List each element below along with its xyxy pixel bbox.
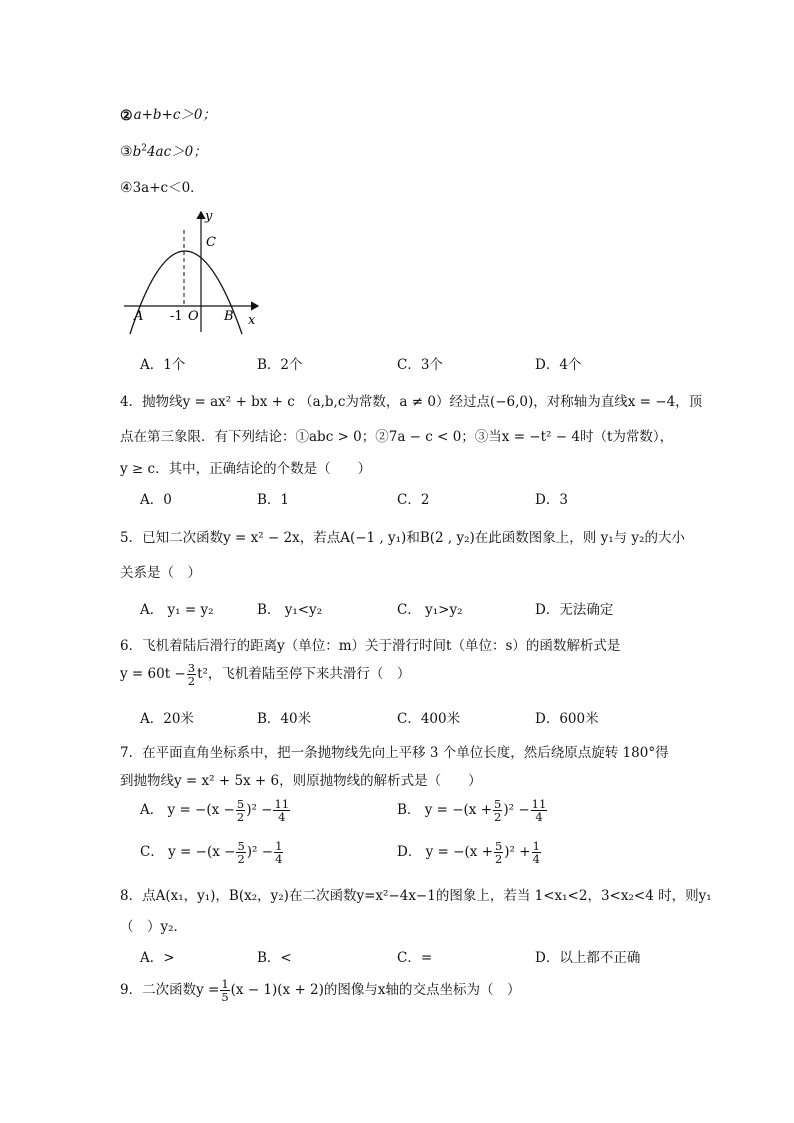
q6-line-2 xyxy=(120,662,410,687)
q8-option-b[interactable]: B．< xyxy=(257,950,292,966)
conclusion-3 xyxy=(120,140,207,160)
conclusion-3-pre: b xyxy=(132,144,142,160)
q6-option-b[interactable]: B．40米 xyxy=(257,711,312,727)
q8-option-d[interactable]: D．以上都不正确 xyxy=(535,950,641,966)
q4-option-d[interactable]: D．3 xyxy=(535,492,568,508)
q3-option-b[interactable]: B．2个 xyxy=(257,357,303,373)
q6-option-d[interactable]: D．600米 xyxy=(535,711,599,727)
point-b-label: B xyxy=(224,309,234,324)
q7-a-frac1-num: 5 xyxy=(236,797,245,811)
q7-option-c[interactable] xyxy=(140,840,284,865)
q7-b-frac2-num: 11 xyxy=(531,797,547,811)
q5-option-d[interactable]: D．无法确定 xyxy=(535,602,614,618)
conclusion-3-post: 4ac＞0； xyxy=(146,144,207,160)
q7-d-pre: D． y = −(x + xyxy=(397,844,493,860)
q4-option-b[interactable]: B．1 xyxy=(257,492,290,508)
q7-a-frac2-den: 4 xyxy=(278,810,286,824)
q7-option-b[interactable] xyxy=(397,798,548,823)
q9-pre: 9．二次函数y = xyxy=(120,982,220,998)
q3-option-d[interactable]: D．4个 xyxy=(535,357,582,373)
q7-b-frac1-den: 2 xyxy=(494,810,502,824)
q7-option-a[interactable] xyxy=(140,798,291,823)
q5-option-a[interactable]: A． y₁ = y₂ xyxy=(140,602,214,618)
q8-option-a[interactable]: A．> xyxy=(140,950,175,966)
q3-option-a[interactable]: A．1个 xyxy=(140,357,186,373)
q7-line-1: 7．在平面直角坐标系中，把一条抛物线先向上平移 3 个单位长度，然后绕原点旋转 180°得 xyxy=(120,745,669,761)
conclusion-4 xyxy=(120,176,204,196)
q4-option-a[interactable]: A．0 xyxy=(140,492,172,508)
q7-d-frac2-den: 4 xyxy=(532,852,540,866)
q7-a-pre: A． y = −(x − xyxy=(140,802,235,818)
parabola-graph xyxy=(118,206,278,336)
q5-option-b[interactable]: B． y₁<y₂ xyxy=(257,602,323,618)
q9-fraction xyxy=(220,978,229,1003)
q7-c-frac2 xyxy=(274,840,283,865)
q6-frac-den: 2 xyxy=(187,674,196,688)
q7-c-frac1 xyxy=(236,840,245,865)
q6-option-c[interactable]: C．400米 xyxy=(397,711,461,727)
q6-line-1: 6．飞机着陆后滑行的距离y（单位：m）关于滑行时间t（单位：s）的函数解析式是 xyxy=(120,638,621,654)
q7-b-frac2-den: 4 xyxy=(535,810,543,824)
q4-line-1: 4．抛物线y = ax² + bx + c （a,b,c为常数，a ≠ 0）经过点(−6,0)，对称轴为直线x = −4，顶 xyxy=(120,394,703,410)
conclusion-2 xyxy=(120,103,216,123)
q4-option-c[interactable]: C．2 xyxy=(397,492,430,508)
q9-post: (x − 1)(x + 2)的图像与x轴的交点坐标为（ ） xyxy=(230,982,521,998)
q5-line-1: 5．已知二次函数y = x² − 2x，若点A(−1 , y₁)和B(2 , y₂)在此函数图象上，则 y₁与 y₂的大小 xyxy=(120,530,685,546)
q6-option-a[interactable]: A．20米 xyxy=(140,711,194,727)
q4-line-3: y ≥ c．其中，正确结论的个数是（ ） xyxy=(120,461,372,477)
q7-c-frac2-den: 4 xyxy=(275,852,283,866)
point-c-label: C xyxy=(206,235,216,250)
q5-line-2: 关系是（ ） xyxy=(120,565,201,581)
neg-one-label: -1 xyxy=(170,309,183,324)
q7-a-post: )² − xyxy=(246,802,273,818)
q8-line-2: （ ）y₂． xyxy=(120,919,188,935)
q7-d-frac1-num: 5 xyxy=(494,839,503,853)
y-axis-label: y xyxy=(205,209,213,224)
q7-c-frac2-num: 1 xyxy=(275,839,283,853)
q5-option-c[interactable]: C． y₁>y₂ xyxy=(397,602,463,618)
circle-number-4: ④ xyxy=(120,180,133,196)
q7-b-frac1-num: 5 xyxy=(494,797,502,811)
q8-option-c[interactable]: C．= xyxy=(397,950,433,966)
q7-d-frac1 xyxy=(494,840,503,865)
q3-option-c[interactable]: C．3个 xyxy=(397,357,443,373)
circle-number-3: ③ xyxy=(120,144,133,160)
x-axis-label: x xyxy=(248,313,256,328)
q7-option-d[interactable] xyxy=(397,840,542,865)
q7-b-post: )² − xyxy=(503,802,530,818)
q7-b-pre: B． y = −(x + xyxy=(397,802,493,818)
q7-b-frac1 xyxy=(493,798,502,823)
q7-d-post: )² + xyxy=(504,844,531,860)
q4-line-2: 点在第三象限．有下列结论：①abc > 0；②7a − c < 0；③当x = −t² − 4时（t为常数）， xyxy=(120,429,674,445)
conclusion-4-text: 3a+c＜0． xyxy=(132,180,204,196)
q7-b-frac2 xyxy=(531,798,548,823)
q7-c-pre: C． y = −(x − xyxy=(140,844,236,860)
point-a-label: A xyxy=(134,309,144,324)
q7-line-2: 到抛物线y = x² + 5x + 6，则原抛物线的解析式是（ ） xyxy=(120,773,482,789)
q7-a-frac2-num: 11 xyxy=(274,797,290,811)
q9-frac-num: 1 xyxy=(221,977,229,991)
q7-d-frac2-num: 1 xyxy=(532,839,540,853)
q7-d-frac2 xyxy=(532,840,541,865)
q8-line-1: 8．点A(x₁，y₁)，B(x₂，y₂)在二次函数y=x²−4x−1的图象上，若当 1<x₁<2，3<x₂<4 时，则y₁ xyxy=(120,888,712,904)
q9-frac-den: 5 xyxy=(221,990,229,1004)
q7-c-post: )² − xyxy=(246,844,274,860)
q6-formula-post: t²，飞机着陆至停下来共滑行（ ） xyxy=(197,666,411,682)
q7-c-frac1-den: 2 xyxy=(237,852,245,866)
circle-number-2: ② xyxy=(120,108,133,124)
q7-a-frac1-den: 2 xyxy=(236,810,245,824)
q7-c-frac1-num: 5 xyxy=(237,839,245,853)
q7-a-frac2 xyxy=(273,798,290,823)
q6-formula-pre: y = 60t − xyxy=(120,666,186,682)
superscript-2: 2 xyxy=(141,143,147,154)
q6-fraction xyxy=(187,662,196,687)
q9-line xyxy=(120,978,521,1003)
q7-d-frac1-den: 2 xyxy=(494,852,503,866)
conclusion-2-text: a+b+c＞0； xyxy=(133,107,217,123)
q7-a-frac1 xyxy=(236,798,245,823)
q6-frac-num: 3 xyxy=(187,661,196,675)
origin-label: O xyxy=(188,309,199,324)
